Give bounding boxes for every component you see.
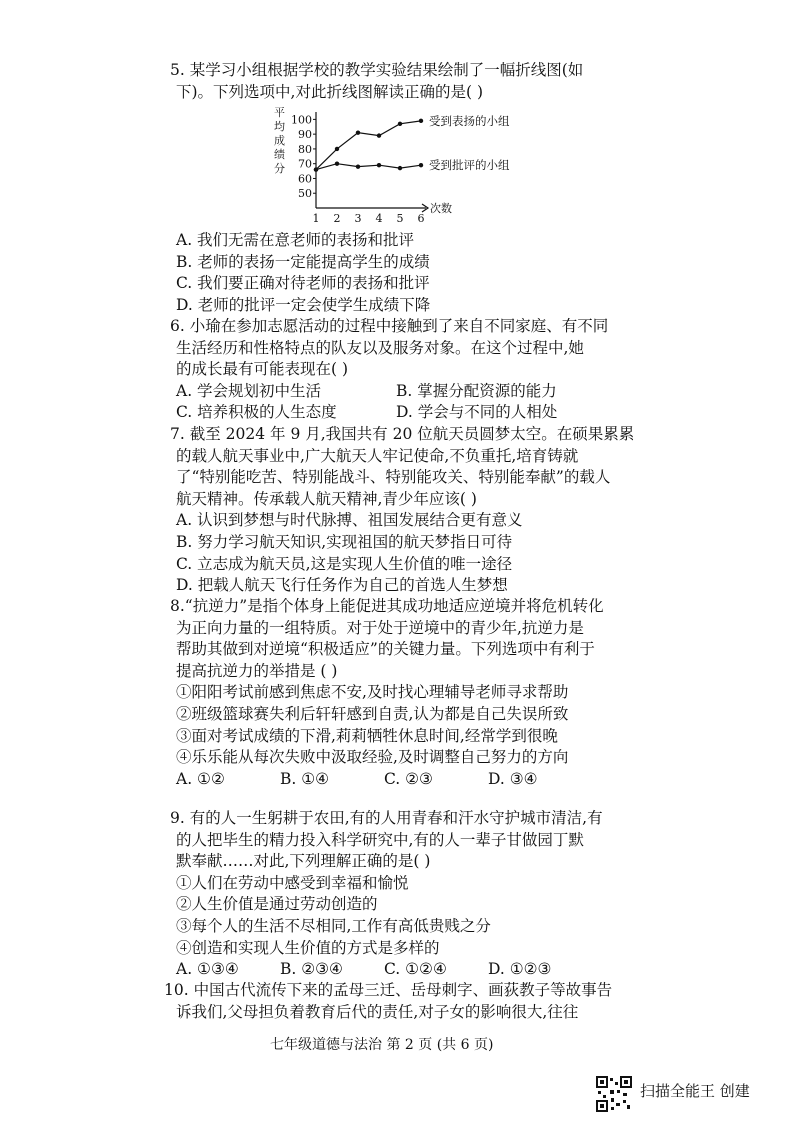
data-point xyxy=(314,167,318,171)
data-point xyxy=(335,147,339,151)
q6-options-row xyxy=(176,381,616,403)
x-tick-label: 5 xyxy=(396,212,404,225)
option-d: D. ③④ xyxy=(488,769,538,788)
q8-options-row xyxy=(176,769,616,791)
q9-stem-line: 9. 有的人一生躬耕于农田,有的人用青春和汗水守护城市清洁,有 xyxy=(170,809,603,827)
statement-item: ①人们在劳动中感受到幸福和愉悦 xyxy=(176,873,409,892)
series-line xyxy=(316,164,421,170)
q10-stem-line: 10. 中国古代流传下来的孟母三迁、岳母刺字、画荻教子等故事告 xyxy=(164,981,613,999)
y-tick-label: 50 xyxy=(298,187,312,201)
data-point xyxy=(356,164,360,168)
q8-stem-line: 为正向力量的一组特质。对于处于逆境中的青少年,抗逆力是 xyxy=(176,618,584,637)
option-a: A. 认识到梦想与时代脉搏、祖国发展结合更有意义 xyxy=(176,511,523,530)
statement-item: ④创造和实现人生价值的方式是多样的 xyxy=(176,938,440,957)
q7-stem-line: 7. 截至 2024 年 9 月,我国共有 20 位航天员圆梦太空。在硕果累累 xyxy=(170,425,635,443)
data-point xyxy=(377,163,381,167)
q5-stem-line: 5. 某学习小组根据学校的教学实验结果绘制了一幅折线图(如 xyxy=(170,61,584,79)
q9-options-row xyxy=(176,959,616,981)
option-d: D. 把载人航天飞行任务作为自己的首选人生梦想 xyxy=(176,576,508,595)
option-c: C. 培养积极的人生态度 xyxy=(176,403,337,422)
option-a: A. ①② xyxy=(176,769,225,788)
q8-stem-line: 8.“抗逆力”是指个体身上能促进其成功地适应逆境并将危机转化 xyxy=(170,597,604,615)
q7-stem-line: 的载人航天事业中,广大航天人牢记使命,不负重托,培育铸就 xyxy=(176,446,579,465)
q7-stem-line: 航天精神。传承载人航天精神,青少年应该( ) xyxy=(176,489,477,508)
option-c: C. 立志成为航天员,这是实现人生价值的唯一途径 xyxy=(176,554,513,573)
x-tick-label: 4 xyxy=(375,212,383,225)
q8-stem-line: 帮助其做到对逆境“积极适应”的关键力量。下列选项中有利于 xyxy=(176,640,595,659)
statement-item: ②班级篮球赛失利后轩轩感到自责,认为都是自己失误所致 xyxy=(176,704,569,723)
question-9 xyxy=(170,808,616,981)
series-label: 受到表扬的小组 xyxy=(429,113,510,128)
data-point xyxy=(356,130,360,134)
statement-item: ③每个人的生活不尽相同,工作有高低贵贱之分 xyxy=(176,916,491,935)
option-a: A. 学会规划初中生活 xyxy=(176,381,322,400)
q6-stem-line: 6. 小瑜在参加志愿活动的过程中接触到了来自不同家庭、有不同 xyxy=(170,317,609,335)
option-c: C. ②③ xyxy=(384,769,433,788)
q10-stem-line: 诉我们,父母担负着教育后代的责任,对子女的影响很大,往往 xyxy=(176,1002,579,1021)
q6-options-row xyxy=(176,402,616,424)
x-axis-label: 次数 xyxy=(430,202,452,215)
statement-item: ①阳阳考试前感到焦虑不安,及时找心理辅导老师寻求帮助 xyxy=(176,683,569,702)
option-c: C. 我们要正确对待老师的表扬和批评 xyxy=(176,274,430,293)
y-tick-label: 90 xyxy=(298,128,312,142)
page-footer: 七年级道德与法治 第 2 页 (共 6 页) xyxy=(270,1037,494,1053)
option-d: D. 老师的批评一定会使学生成绩下降 xyxy=(176,295,431,314)
series-label: 受到批评的小组 xyxy=(429,158,510,173)
q6-stem-line: 生活经历和性格特点的队友以及服务对象。在这个过程中,她 xyxy=(176,338,584,357)
option-b: B. ②③④ xyxy=(280,960,343,979)
x-tick-label: 6 xyxy=(417,212,425,225)
data-point xyxy=(335,161,339,165)
data-point xyxy=(419,119,423,123)
series-line xyxy=(316,121,421,170)
option-d: D. ①②③ xyxy=(488,960,552,979)
option-c: C. ①②④ xyxy=(384,960,447,979)
q8-stem-line: 提高抗逆力的举措是 ( ) xyxy=(176,661,338,680)
option-b: B. 掌握分配资源的能力 xyxy=(396,381,557,400)
question-6 xyxy=(170,316,616,424)
question-5 xyxy=(170,60,616,103)
question-10 xyxy=(164,980,616,1023)
q9-stem-line: 的人把毕生的精力投入科学研究中,有的人一辈子甘做园丁默 xyxy=(176,830,584,849)
y-tick-label: 100 xyxy=(291,113,312,127)
x-tick-label: 1 xyxy=(312,212,320,225)
y-axis-label: 平均成绩分 xyxy=(274,106,285,175)
q7-stem-line: 了“特别能吃苦、特别能战斗、特别能攻关、特别能奉献”的载人 xyxy=(176,468,611,487)
y-tick-label: 70 xyxy=(298,157,312,171)
option-a: A. 我们无需在意老师的表扬和批评 xyxy=(176,231,415,249)
scanner-watermark: 扫描全能王 创建 xyxy=(640,1082,750,1100)
option-d: D. 学会与不同的人相处 xyxy=(396,403,558,422)
statement-item: ②人生价值是通过劳动创造的 xyxy=(176,895,378,914)
qr-code-icon xyxy=(596,1076,632,1112)
y-tick-label: 80 xyxy=(298,142,312,156)
line-chart xyxy=(268,106,510,225)
data-point xyxy=(377,133,381,137)
question-8 xyxy=(170,596,616,790)
option-b: B. ①④ xyxy=(280,769,330,788)
option-b: B. 努力学习航天知识,实现祖国的航天梦指日可待 xyxy=(176,532,513,551)
statement-item: ④乐乐能从每次失败中汲取经验,及时调整自己努力的方向 xyxy=(176,748,569,767)
x-tick-label: 3 xyxy=(354,212,362,225)
q6-stem-line: 的成长最有可能表现在( ) xyxy=(176,360,349,379)
data-point xyxy=(419,163,423,167)
question-7 xyxy=(170,424,635,597)
q5-options xyxy=(176,230,616,316)
data-point xyxy=(398,122,402,126)
data-point xyxy=(398,166,402,170)
option-b: B. 老师的表扬一定能提高学生的成绩 xyxy=(176,252,430,271)
y-tick-label: 60 xyxy=(298,172,312,186)
x-tick-label: 2 xyxy=(333,212,341,225)
q9-stem-line: 默奉献……对此,下列理解正确的是( ) xyxy=(176,852,431,871)
option-a: A. ①③④ xyxy=(176,960,239,979)
statement-item: ③面对考试成绩的下滑,莉莉牺牲休息时间,经常学到很晚 xyxy=(176,726,558,745)
q5-stem-line: 下)。下列选项中,对此折线图解读正确的是( ) xyxy=(176,82,483,101)
